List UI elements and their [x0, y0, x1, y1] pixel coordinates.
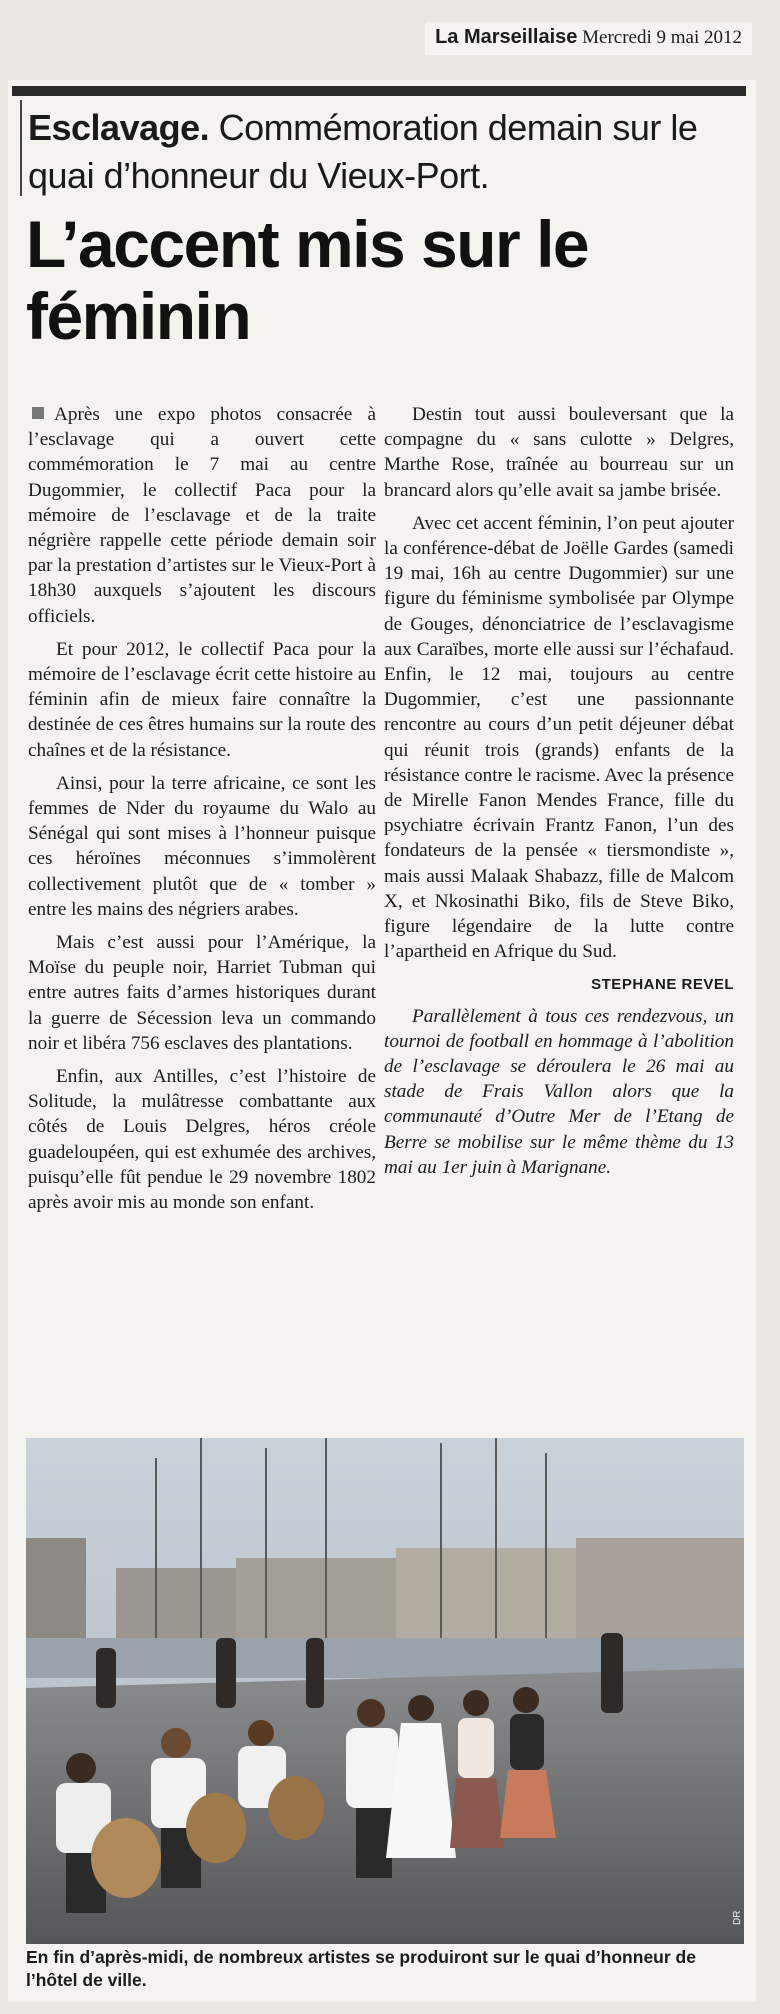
article-column-right	[384, 402, 734, 1188]
paragraph: Destin tout aussi bouleversant que la compagne du « sans culotte » Delgres, Marthe Rose, traînée au bourreau sur un brancard alors qu’elle avait sa jambe brisée.	[384, 404, 734, 501]
kicker-rule	[20, 100, 22, 196]
masthead	[425, 22, 752, 55]
photo-credit: DR	[732, 1910, 743, 1925]
paragraph: Avec cet accent féminin, l’on peut ajouter la conférence-débat de Joëlle Gardes (samedi 19 mai, 16h au centre Dugommier) sur une figure du féminisme symbolisée par Olympe de Gouges, dénonciatrice de l’esclavagisme aux Caraïbes, morte elle aussi sur l’échafaud. Enfin, le 12 mai, toujours au centre Dugommier, c’est une passionnante rencontre au cours d’un petit déjeuner débat qui réunit trois (grands) enfants de la résistance contre le racisme. Avec la présence de Mirelle Fanon Mendes France, fille du psychiatre écrivain Frantz Fanon, l’un des fondateurs de la pensée « tiersmondiste », mais aussi Malaak Shabazz, fille de Malcom X, et Nkosinathi Biko, fils de Steve Biko, figure légendaire de la lutte contre l’apartheid en Afrique du Sud.	[384, 512, 734, 963]
article-kicker	[28, 104, 748, 200]
square-bullet-icon	[32, 407, 44, 419]
paragraph: Mais c’est aussi pour l’Amérique, la Moïse du peuple noir, Harriet Tubman qui entre autres faits d’armes historiques durant la guerre de Sécession leva un commando noir et libéra 756 esclaves des plantations.	[28, 932, 376, 1054]
photo-caption: En fin d’après-midi, de nombreux artistes se produiront sur le quai d’honneur de l’hôtel de ville.	[26, 1947, 696, 1990]
paragraph: Enfin, aux Antilles, c’est l’histoire de Solitude, la mulâtresse combattante aux côtés de Louis Delgres, héros créole guadeloupéen, qui est exhumée des archives, puisqu’elle fût pendue le 29 novembre 1802 après avoir mis au monde son enfant.	[28, 1066, 376, 1214]
article-headline: L’accent mis sur le féminin	[26, 207, 589, 353]
kicker-subtitle: Commémoration demain sur le quai d’honneur du Vieux-Port.	[28, 107, 698, 196]
kicker-topic: Esclavage.	[28, 107, 210, 148]
newspaper-name: La Marseillaise	[435, 26, 578, 48]
paragraph: Ainsi, pour la terre africaine, ce sont les femmes de Nder du royaume du Walo au Sénégal qui sont mises à l’honneur puisque ces héroïnes méconnues s’immolèrent collectivement plutôt que de « tomber » entre les mains des négriers arabes.	[28, 772, 376, 920]
article-photo	[26, 1438, 744, 1944]
paragraph: Après une expo photos consacrée à l’esclavage qui a ouvert cette commémoration le 7 mai au centre Dugommier, le collectif Paca pour la mémoire de l’esclavage et de la traite négrière rappelle cette période demain soir par la prestation d’artistes sur le Vieux-Port à 18h30 auxquels s’ajoutent les discours officiels.	[28, 404, 376, 627]
drummers-photo-illustration	[26, 1438, 744, 1944]
sidebar-note: Parallèlement à tous ces rendezvous, un tournoi de football en hommage à l’abolition de l’esclavage se déroulera le 26 mai au stade de Frais Vallon alors que la communauté d’Outre Mer de l’Etang de Berre se mobilise sur le même thème du 13 mai au 1er juin à Marignane.	[384, 1005, 734, 1178]
article-column-left	[28, 402, 376, 1223]
author-signature: STEPHANE REVEL	[591, 976, 734, 994]
paragraph: Et pour 2012, le collectif Paca pour la mémoire de l’esclavage écrit cette histoire au féminin afin de mieux faire connaître la destinée de ces êtres humains sur la route des chaînes et de la résistance.	[28, 638, 376, 761]
publication-date: Mercredi 9 mai 2012	[582, 27, 742, 48]
section-rule	[12, 86, 746, 96]
